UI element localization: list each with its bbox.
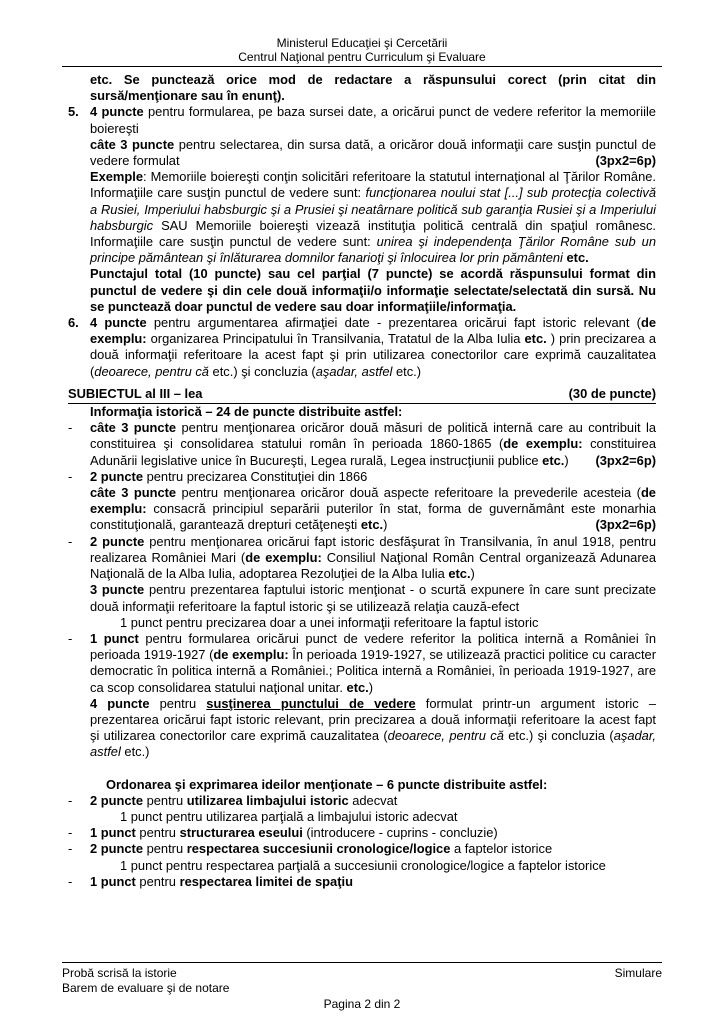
paragraph-text [90,169,656,266]
text-segment: etc. [542,452,565,468]
note-paragraph [90,72,656,104]
paragraph-text [90,841,656,857]
list-marker: - [68,533,73,549]
criterion-bullet [68,420,656,469]
paragraph-text [90,404,656,420]
text-segment: etc. [562,250,589,266]
item-5 [68,104,656,136]
list-marker: - [68,841,73,857]
criterion-detail [90,485,656,534]
criterion-bullet [68,841,656,857]
criterion-detail [90,696,656,761]
text-segment: pentru prezentarea faptului istoric menţionat - o scurtă expunere în care sunt precizate două informaţii referitoare la faptul istoric şi se utilizează relaţia cauză-efect [90,582,656,614]
footer-exam-type: Simulare [614,966,662,980]
text-segment: respectarea limitei de spaţiu [179,873,353,889]
text-segment: pentru [135,873,180,889]
section-title: SUBIECTUL al III – lea [68,385,203,401]
sub-criterion [120,615,656,631]
criterion-bullet [68,534,656,583]
text-segment: ) [368,679,374,695]
text-segment: pentru menţionarea oricăror două măsuri de politică internă care au contribuit la constituirea şi consolidarea statului român în perioada 1860-1865 ( [90,420,656,452]
text-segment: : Memoriile boiereşti conţin solicitări referitoare la statutul internaţional al Ţărilor Române. Informaţiile care susţin punctul de vedere sunt: [90,169,656,201]
text-segment: etc. Se punctează orice mod de redactare a răspunsului corect (prin citat din sursă/menţionare sau în enunţ). [90,72,656,104]
text-segment: pentru menţionarea oricărui fapt istoric desfăşurat în Transilvania, în anul 1918, pentru realizarea României Mari ( [90,533,656,565]
text-segment: deoarece, pentru că [387,728,504,744]
text-segment: etc.) şi concluzia ( [503,728,614,744]
text-segment: pentru [143,841,187,857]
criterion-detail [90,582,656,614]
text-segment: 1 punct pentru respectarea parţială a succesiunii cronologice/logice a faptelor istorice [120,857,606,873]
text-segment: Ordonarea şi exprimarea ideilor menţionate – 6 puncte distribuite astfel: [106,776,548,792]
text-segment: etc. [524,331,547,347]
list-marker: - [68,873,73,889]
text-segment: pentru [149,695,207,711]
page-header [0,0,724,64]
text-segment: 2 puncte [90,841,144,857]
subsection-heading [90,404,656,420]
page-footer [62,962,662,1012]
text-segment: ) [564,452,569,468]
text-segment: În perioada 1919-1927, se utilizează practici politice cu caracter democratic în politica internă a României.; Politica internă a României, în perioada 1919-1927, are ca scop consolidarea statului naţional unitar. [90,647,657,695]
text-segment: deoarece, pentru că [94,363,209,379]
text-segment: 2 puncte [90,792,144,808]
text-segment: pentru [135,825,180,841]
sub-criterion [120,858,656,874]
points-tag: (3px2=6p) [587,153,656,169]
paragraph-text [90,874,656,890]
text-segment: 2 puncte [90,533,145,549]
paragraph-text [90,793,656,809]
text-segment: 1 punct pentru precizarea doar a unei informaţii referitoare la faptul istoric [120,614,539,630]
criterion-bullet [68,793,656,809]
paragraph-text [90,469,656,485]
text-segment: câte 3 puncte [90,136,175,152]
text-segment: de exemplu: [90,315,656,347]
text-segment: 4 puncte [90,695,150,711]
text-segment: ) [470,566,475,582]
paragraph-text [90,420,656,469]
text-segment: câte 3 puncte [90,485,177,501]
text-segment: 1 punct pentru utilizarea parţială a limbajului istoric adecvat [120,808,458,824]
paragraph-text [90,485,656,534]
criterion-bullet [68,825,656,841]
text-segment: Informaţia istorică – 24 de puncte distribuite astfel: [90,404,403,420]
text-segment: 1 punct [90,825,136,841]
list-marker: - [68,420,73,436]
text-segment: etc. [360,517,384,533]
text-segment: unirea şi independenţa Ţărilor Române sub un principe pământean şi înlăturarea domnilor fanarioţi şi înlocuirea lor prin pământeni [90,234,656,266]
paragraph-text [120,858,656,874]
text-segment: pentru precizarea Constituţiei din 1866 [143,468,368,484]
sub-criterion [120,809,656,825]
text-segment: 1 punct [90,873,136,889]
text-segment: pentru menţionarea oricăror două aspecte referitoare la prevederile acesteia ( [176,485,641,501]
text-segment: consacră principiul separării puterilor în stat, forma de guvernământ este monarhia constituţională, garantează drepturi cetăţeneşti [90,501,656,533]
text-segment: câte 3 puncte [90,420,177,436]
text-segment: ) [383,517,388,533]
paragraph-text [120,809,656,825]
paragraph-text [90,825,656,841]
points-tag: (3px2=6p) [587,453,656,469]
document-body [68,72,656,890]
item-5-examples [90,169,656,266]
text-segment: etc. [346,679,369,695]
text-segment: susţinerea punctului de vedere [206,695,416,711]
text-segment: de exemplu: [245,549,322,565]
paragraph-text [90,266,656,315]
list-marker: - [68,468,73,484]
text-segment: de exemplu: [213,647,289,663]
footer-document-type: Barem de evaluare şi de notare [62,980,230,995]
text-segment: etc.) şi concluzia ( [208,363,316,379]
paragraph-text [120,615,656,631]
list-marker: 6. [68,315,79,331]
paragraph-text [90,72,656,104]
text-segment: pentru [143,792,187,808]
header-divider [62,66,662,67]
text-segment: ) prin precizarea a două informaţii referitoare la acest fapt şi prin utilizarea conectorilor care exprimă cauzalitatea ( [90,331,656,379]
list-marker: - [68,825,73,841]
paragraph-text [90,534,656,583]
paragraph-text [90,137,656,169]
text-segment: structurarea eseului [179,825,303,841]
ordering-heading [106,777,656,793]
text-segment: pentru selectarea, din sursa dată, a oricăror două informaţii care susţin punctul de vedere formulat [90,136,656,169]
text-segment: aşadar, astfel [315,363,393,379]
text-segment: de exemplu: [503,436,583,452]
header-ministry: Ministerul Educaţiei şi Cercetării [276,36,448,50]
criterion-bullet [68,469,656,485]
paragraph-text [90,631,656,696]
text-segment: respectarea succesiunii cronologice/logice [186,841,451,857]
paragraph-text [90,582,656,614]
text-segment: etc.) [120,744,150,760]
points-tag: (3px2=6p) [587,517,656,533]
item-5-scoring-note [90,266,656,315]
text-segment: 4 puncte [90,315,147,331]
list-marker: 5. [68,104,79,120]
text-segment: de exemplu: [90,485,656,517]
text-segment: a faptelor istorice [450,841,553,857]
footer-exam-subject: Probă scrisă la istorie [62,966,177,980]
section-points: (30 de puncte) [568,385,656,401]
text-segment: SAU Memoriile boiereşti vizează instituţia politică centrală din spaţiul românesc. Informaţiile care susţin punctul de vedere sunt: [90,217,656,250]
text-segment: utilizarea limbajului istoric [186,792,349,808]
text-segment: adecvat [348,792,398,808]
item-5-criterion [90,137,656,169]
text-segment: etc.) [392,363,422,379]
text-segment: funcţionarea noului stat [...] sub protecţia colectivă a Rusiei, Imperiului habsburgic şi a Prusiei şi neatârnare politică sub garanţia Rusiei şi a Imperiului habsburgic [90,185,656,233]
text-segment: 4 puncte [90,104,144,120]
paragraph-text [90,696,656,761]
header-center: Centrul Naţional pentru Curriculum şi Evaluare [238,50,486,64]
text-segment: Exemple [90,169,144,185]
text-segment: pentru formularea oricărui punct de vedere referitor la politica internă a României în perioada 1919-1927 ( [90,630,656,663]
criterion-bullet [68,631,656,696]
page-number: Pagina 2 din 2 [323,997,401,1011]
text-segment: etc. [448,566,471,582]
criterion-bullet [68,874,656,890]
text-segment: aşadar, astfel [90,728,656,760]
text-segment: pentru formularea, pe baza sursei date, a oricărui punct de vedere referitor la memoriile boiereşti [90,104,656,136]
text-segment: Punctajul total (10 puncte) sau cel parţial (7 puncte) se acordă răspunsului format din punctul de vedere şi din cele două informaţii/o informaţie selectate/selectată din sursă. Nu se punctează doar punctul de vedere sau doar informaţiile/informaţia. [90,266,656,314]
paragraph-text [106,777,656,793]
text-segment: formulat printr-un argument istoric – prezentarea oricărui fapt istoric relevant, prin precizarea a două informaţii referitoare la acest fapt şi utilizarea conectorilor care exprimă cauzalitatea ( [90,695,657,744]
text-segment: constituirea Adunării legislative unice în Bucureşti, Legea rurală, Legea instrucţiunii publice [90,436,657,468]
text-segment: 3 puncte [90,582,145,598]
footer-row [62,966,662,981]
text-segment: organizarea Principatului în Transilvania, Tratatul de la Alba Iulia [146,331,525,347]
text-segment: (introducere - cuprins - concluzie) [302,825,498,841]
paragraph-text [90,104,656,136]
section-heading [68,386,656,404]
text-segment: pentru argumentarea afirmaţiei date - prezentarea oricărui fapt istoric relevant ( [146,315,641,331]
text-segment: 2 puncte [90,468,144,484]
paragraph-text [90,315,656,380]
text-segment: Consiliul Naţional Român Central organizează Adunarea Naţională de la Alba Iulia, adoptarea Rezoluţiei de la Alba Iulia [90,549,656,582]
text-segment: 1 punct [90,630,139,646]
list-marker: - [68,630,73,646]
item-6 [68,315,656,380]
list-marker: - [68,792,73,808]
